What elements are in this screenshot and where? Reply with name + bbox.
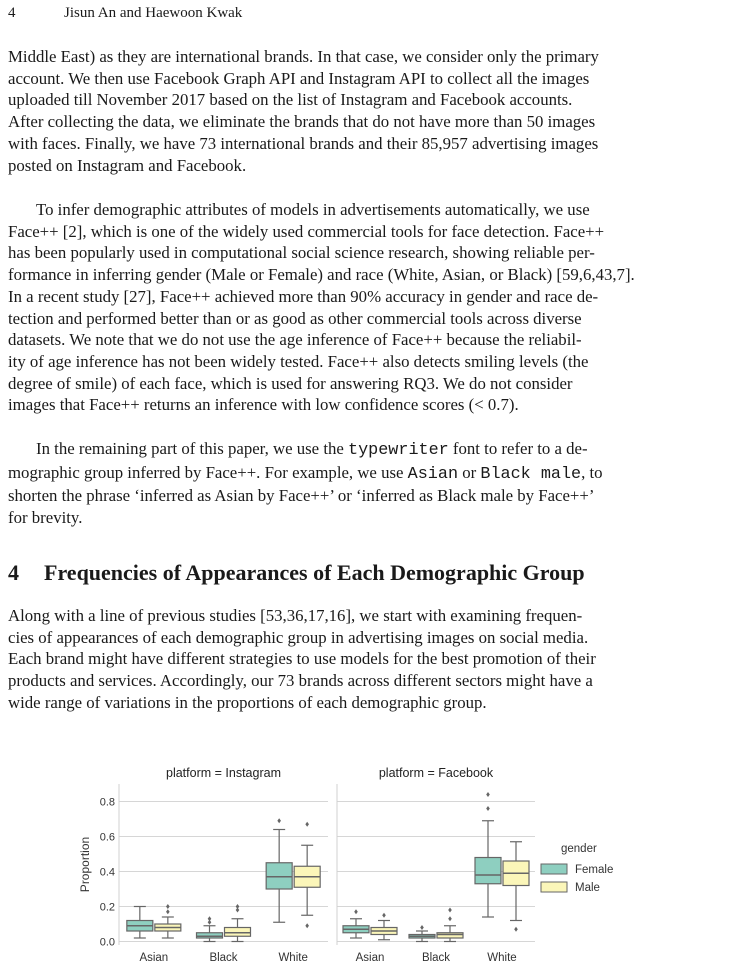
outlier-point [354,909,358,914]
typewriter-term: Asian [407,464,459,484]
text-line: Along with a line of previous studies [53,36,17,16], we start with examining frequen- [8,606,583,625]
paragraph-3 [8,438,739,529]
x-tick-label: Black [209,952,238,964]
outlier-point [277,818,281,823]
text-line: degree of smile) of each face, which is used for answering RQ3. We do not consider [8,373,573,393]
boxplot-figure [75,762,635,968]
box-male [437,933,463,938]
text-run: mographic group inferred by Face++. For example, we use [8,462,408,482]
text-line: for brevity. [8,508,83,528]
text-run: In the remaining part of this paper, we use the [36,439,349,458]
outlier-point [166,909,170,914]
box-male [225,928,251,937]
y-axis-label: Proportion [78,836,92,893]
section-title: Frequencies of Appearances of Each Demographic Group [44,560,585,585]
box-female [197,933,223,938]
text-line: In a recent study [27], Face++ achieved more than 90% accuracy in gender and race de- [8,286,599,306]
text-line: has been popularly used in computational social science research, showing reliable per- [8,243,595,263]
text-line: ity of age inference has not been widely tested. Face++ also detects smiling levels (the [8,351,589,371]
outlier-point [305,822,309,827]
outlier-point [305,923,309,928]
text-line: Middle East) as they are international brands. In that case, we consider only the primary [8,47,599,66]
text-line: with faces. Finally, we have 73 international brands and their 85,957 advertising images [8,133,599,153]
typewriter-term: typewriter [348,441,449,460]
outlier-point [166,904,170,909]
typewriter-term: Black male [480,464,582,484]
text-run: , to [581,462,603,482]
panel-title: platform = Facebook [378,766,494,780]
outlier-point [486,806,490,811]
x-tick-label: Asian [139,952,169,964]
outlier-point [514,927,518,932]
text-line: tection and performed better than or as good as other commercial tools across diverse [8,308,582,328]
outlier-point [236,904,240,909]
outlier-point [486,792,490,797]
paragraph-1 [8,46,739,176]
section-number: 4 [8,560,19,585]
y-tick-label: 0.8 [99,796,115,809]
text-line: images that Face++ returns an inference with low confidence scores (< 0.7). [8,395,519,415]
legend-swatch [541,864,567,874]
legend-title: gender [561,843,597,855]
legend-label: Female [575,864,614,876]
outlier-point [208,916,212,921]
text-line: products and services. Accordingly, our 73 brands across different sectors might have a [8,671,593,691]
box-female [475,858,501,884]
outlier-point [420,925,424,930]
x-tick-label: White [278,952,308,964]
outlier-point [382,913,386,918]
y-tick-label: 0.4 [99,866,115,879]
paragraph-2 [8,199,739,416]
text-run: or [458,462,481,482]
text-line: account. We then use Facebook Graph API and Instagram API to collect all the images [8,68,590,88]
y-tick-label: 0.6 [99,831,115,844]
text-line: shorten the phrase ‘inferred as Asian by Face++’ or ‘inferred as Black male by Face++’ [8,486,595,506]
text-line: uploaded till November 2017 based on the list of Instagram and Facebook accounts. [8,90,573,110]
text-line: wide range of variations in the proportions of each demographic group. [8,692,487,712]
boxplot-chart [75,762,635,968]
page-number: 4 [8,5,16,21]
text-line: datasets. We note that we do not use the age inference of Face++ because the reliabil- [8,330,582,350]
legend-label: Male [575,882,600,894]
y-tick-label: 0.0 [99,936,115,949]
text-line: formance in inferring gender (Male or Female) and race (White, Asian, or Black) [59,6,43,7]. [8,265,635,285]
x-tick-label: Black [421,952,451,964]
text-line [8,438,739,462]
text-line: posted on Instagram and Facebook. [8,155,247,175]
y-tick-label: 0.2 [99,901,115,914]
author-names: Jisun An and Haewoon Kwak [64,5,243,21]
text-line: Face++ [2], which is one of the widely used commercial tools for face detection. Face++ [8,221,605,241]
paragraph-4 [8,605,739,714]
text-run: font to refer to a de- [448,439,588,458]
text-line: After collecting the data, we eliminate the brands that do not have more than 50 images [8,112,596,132]
text-line [8,462,739,486]
box-female [266,863,292,889]
section-heading [8,560,585,586]
outlier-point [448,908,452,913]
outlier-point [448,916,452,921]
text-line: Each brand might have different strategies to use models for the best promotion of their [8,649,596,669]
x-tick-label: White [487,952,517,964]
text-line: To infer demographic attributes of models in advertisements automatically, we use [36,200,590,219]
legend-swatch [541,882,567,892]
panel-title: platform = Instagram [166,766,281,780]
text-line: cies of appearances of each demographic group in advertising images on social media. [8,627,589,647]
running-header [8,5,242,22]
x-tick-label: Asian [355,952,385,964]
